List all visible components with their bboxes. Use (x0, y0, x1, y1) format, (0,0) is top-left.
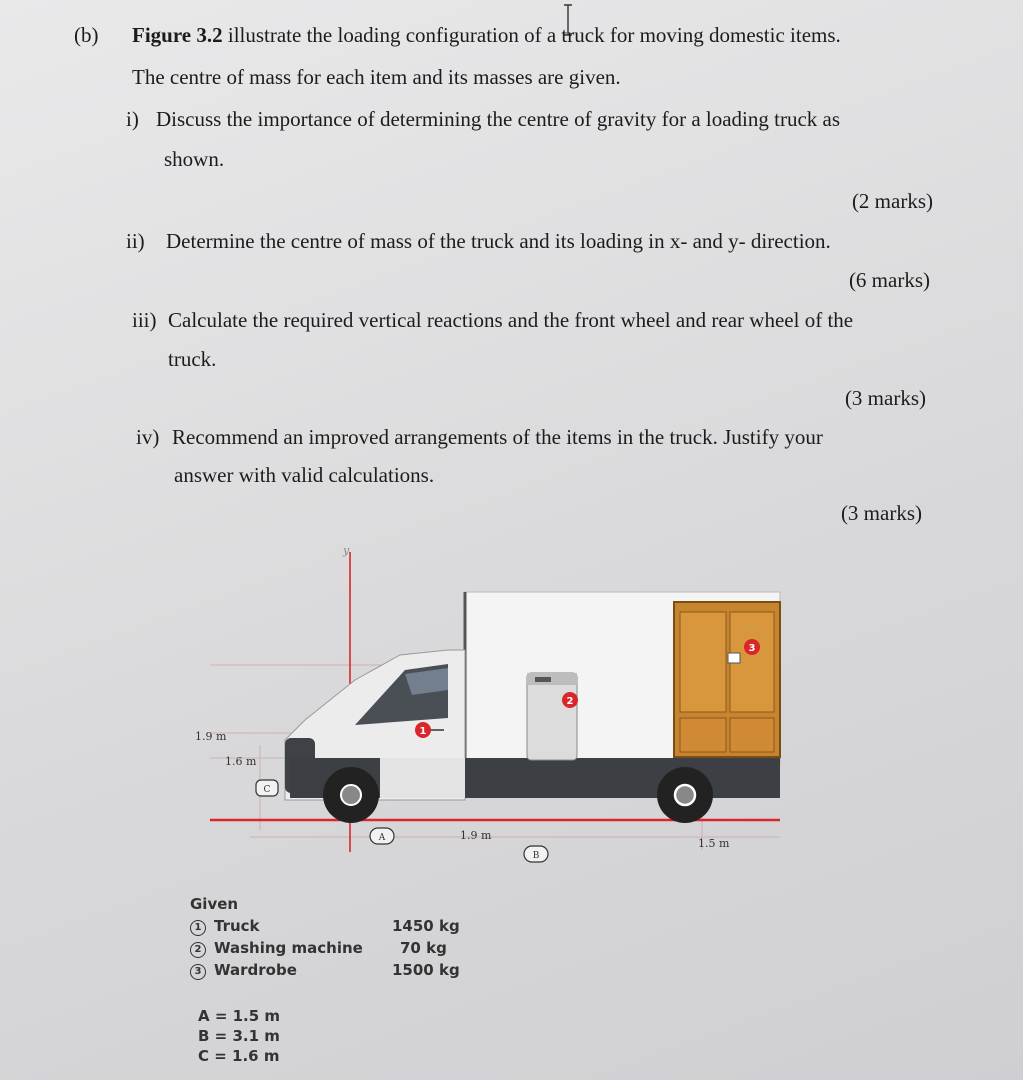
wardrobe (674, 602, 780, 757)
subquestion-3-line-2: truck. (168, 347, 217, 371)
subquestion-4 (136, 424, 823, 450)
marker-1-label: 1 (419, 726, 427, 737)
dimension-1-5m-length: 1.5 m (698, 837, 730, 850)
subquestion-3-line-1: Calculate the required vertical reactions and the front wheel and rear wheel of the (168, 308, 854, 332)
svg-text:B: B (532, 851, 540, 861)
subquestion-2-marks: (6 marks) (848, 268, 930, 292)
point-c-label (256, 780, 278, 796)
point-b-label (524, 846, 548, 862)
subquestion-4-line-2: answer with valid calculations. (174, 463, 435, 487)
subquestion-1-marks: (2 marks) (851, 189, 933, 213)
given-title: Given (190, 895, 239, 913)
given-item-truck (190, 917, 260, 936)
subquestion-4-number: iv) (136, 425, 160, 449)
centre-of-mass-2 (562, 692, 578, 708)
item-3-name: Wardrobe (214, 961, 297, 979)
given-item-washing-machine (190, 939, 363, 958)
question-part-label: (b) (74, 23, 99, 47)
subquestion-1 (126, 106, 840, 132)
point-a-label (370, 828, 394, 844)
subquestion-1-line-1: Discuss the importance of determining the centre of gravity for a loading truck as (156, 107, 841, 131)
front-wheel (323, 767, 379, 823)
question-intro-line-2: The centre of mass for each item and its masses are given. (132, 65, 621, 89)
subquestion-3-number: iii) (132, 308, 157, 332)
subquestion-4-marks: (3 marks) (840, 501, 922, 525)
dimension-c: C = 1.6 m (198, 1047, 280, 1065)
rear-wheel (657, 767, 713, 823)
subquestion-1-number: i) (126, 107, 139, 131)
dimension-a: A = 1.5 m (198, 1007, 281, 1025)
dimension-b: B = 3.1 m (198, 1027, 280, 1045)
marker-2-label: 2 (566, 696, 574, 707)
dimension-1-9m-height: 1.9 m (195, 730, 227, 743)
item-1-number: 1 (190, 920, 206, 936)
item-2-name: Washing machine (214, 939, 363, 957)
dimension-1-6m-height: 1.6 m (225, 755, 257, 768)
washing-machine (527, 673, 577, 760)
svg-text:C: C (263, 785, 271, 795)
item-3-mass: 1500 kg (392, 961, 460, 979)
truck-loading-diagram (190, 540, 790, 870)
item-2-number: 2 (190, 942, 206, 958)
subquestion-2-line-1: Determine the centre of mass of the truck and its loading in x- and y- direction. (166, 229, 831, 253)
subquestion-3 (132, 307, 853, 333)
y-axis-label: y (343, 544, 350, 557)
item-1-name: Truck (214, 917, 260, 935)
item-3-number: 3 (190, 964, 206, 980)
subquestion-2-number: ii) (126, 229, 145, 253)
subquestion-1-line-2: shown. (164, 147, 225, 171)
item-1-mass: 1450 kg (392, 917, 460, 935)
intro-line-1-rest: illustrate the loading configuration of a truck for moving domestic items. (222, 23, 841, 47)
subquestion-4-line-1: Recommend an improved arrangements of the items in the truck. Justify your (172, 425, 823, 449)
figure-reference: Figure 3.2 (132, 23, 223, 47)
svg-text:A: A (378, 833, 386, 843)
marker-3-label: 3 (748, 643, 756, 654)
subquestion-2 (126, 228, 831, 254)
item-2-mass: 70 kg (400, 939, 447, 957)
given-item-wardrobe (190, 961, 297, 980)
dimension-1-9m-length: 1.9 m (460, 829, 492, 842)
question-intro-line-1 (132, 22, 841, 48)
subquestion-3-marks: (3 marks) (844, 386, 926, 410)
